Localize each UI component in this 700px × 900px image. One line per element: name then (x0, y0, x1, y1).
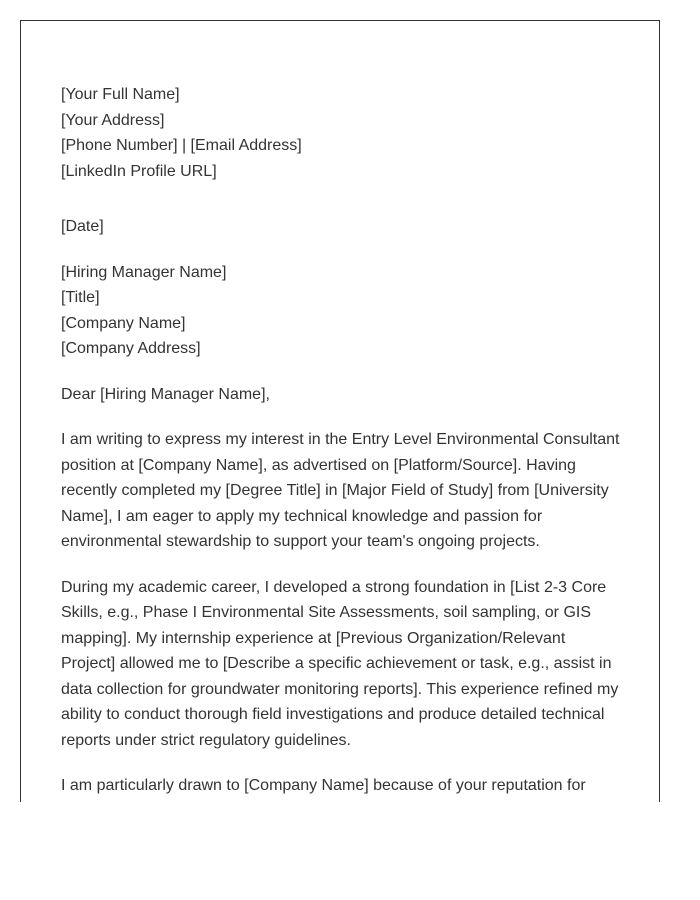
body-paragraph-2 (61, 575, 626, 754)
paragraph-line: position at [Company Name], as advertised on [Platform/Source]. Having (61, 456, 576, 474)
body-paragraph-1 (61, 427, 626, 555)
sender-address: [Your Address] (61, 111, 165, 129)
sender-block (61, 82, 626, 184)
salutation-block (61, 382, 626, 408)
paragraph-line: environmental stewardship to support your team's ongoing projects. (61, 533, 540, 550)
paragraph-line: ability to conduct thorough field investigations and produce detailed technical (61, 706, 605, 723)
paragraph-line: Skills, e.g., Phase I Environmental Site Assessments, soil sampling, or GIS (61, 604, 591, 621)
sender-contact: [Phone Number] | [Email Address] (61, 137, 302, 154)
paragraph-line: Project] allowed me to [Describe a specific achievement or task, e.g., assist in (61, 655, 612, 672)
paragraph-line: During my academic career, I developed a strong foundation in [List 2-3 Core (61, 578, 607, 596)
letter-page (20, 20, 660, 802)
paragraph-line: mapping]. My internship experience at [Previous Organization/Relevant (61, 629, 566, 647)
paragraph-line: data collection for groundwater monitoring reports]. This experience refined my (61, 680, 619, 698)
body-paragraph-3 (61, 773, 626, 799)
recipient-company: [Company Name] (61, 314, 186, 332)
paragraph-line: I am particularly drawn to [Company Name] because of your reputation for (61, 777, 586, 794)
paragraph-line: reports under strict regulatory guidelines. (61, 731, 351, 749)
sender-name: [Your Full Name] (61, 86, 180, 103)
recipient-name: [Hiring Manager Name] (61, 263, 227, 281)
recipient-address: [Company Address] (61, 340, 201, 357)
sender-linkedin: [LinkedIn Profile URL] (61, 162, 217, 180)
paragraph-line: recently completed my [Degree Title] in [Major Field of Study] from [University (61, 482, 609, 499)
paragraph-line: Name], I am eager to apply my technical knowledge and passion for (61, 507, 543, 525)
letter-date: [Date] (61, 218, 104, 235)
letter-content (61, 82, 626, 799)
paragraph-line: I am writing to express my interest in the Entry Level Environmental Consultant (61, 431, 620, 448)
recipient-block (61, 260, 626, 362)
letter-date-block (61, 214, 626, 240)
recipient-title: [Title] (61, 289, 100, 306)
salutation: Dear [Hiring Manager Name], (61, 385, 270, 403)
